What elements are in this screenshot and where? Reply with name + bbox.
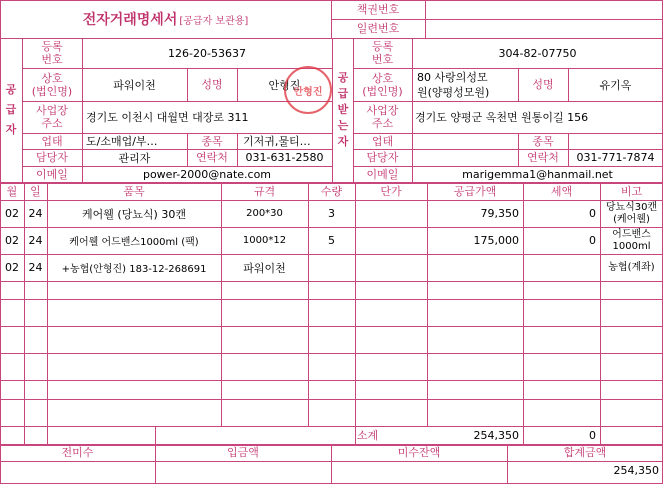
supplier-reg-number: 126-20-53637 [168,46,246,60]
document-title: 전자거래명세서 [82,12,178,28]
row-tax [523,254,596,281]
supplier-reg-label: 등록 번호 [41,40,63,66]
col-header-price: 단가 [380,184,402,198]
buyer-reg-number: 304-82-07750 [498,46,577,60]
row-qty: 3 [328,207,335,220]
buyer-bizitem [572,133,663,149]
book-number-label: 책권번호 [356,3,400,16]
row-note: 농협(계좌) [608,261,655,273]
footer-balance-label: 미수잔액 [397,446,441,459]
buyer-company-label: 상호 (법인명) [362,71,403,98]
supplier-address: 경기도 이천시 대월면 대장로 311 [86,111,249,124]
col-header-tax: 세액 [550,184,573,198]
col-header-spec: 규격 [253,184,276,198]
row-day: 24 [28,207,43,220]
row-qty: 5 [328,234,335,247]
supplier-bizitem-label: 종목 [201,134,223,148]
buyer-side-label: 공 급 받 는 자 [337,71,349,148]
footer-total-amount: 254,350 [613,463,659,477]
supplier-biztype: 도/소매업/부… [86,135,158,148]
supplier-manager-label: 담당자 [36,151,68,164]
row-item: +농협(안형진) 183-12-268691 [61,264,207,275]
buyer-biztype-label: 업태 [371,134,394,148]
col-header-amount: 공급가액 [453,184,497,198]
supplier-side-label: 공 급 자 [5,83,17,136]
row-note: 어드밴스 1000ml [612,228,651,252]
row-day: 24 [28,261,43,274]
row-price [355,227,423,254]
row-spec: 200*30 [246,208,283,219]
col-header-month: 월 [6,184,18,198]
col-header-note: 비고 [620,184,643,198]
row-tax: 0 [589,234,596,247]
supplier-contact: 031-631-2580 [245,151,324,164]
subtotal-tax: 0 [589,428,596,442]
row-price [355,200,423,227]
buyer-address: 경기도 양평군 옥천면 원통이길 156 [415,111,589,124]
footer-prev-unpaid-label: 전미수 [61,446,94,459]
row-tax: 0 [589,207,596,220]
supplier-email-label: 이메일 [36,167,68,181]
buyer-bizitem-label: 종목 [532,134,554,148]
supplier-address-label: 사업장 주소 [36,104,68,130]
row-spec: 파워이천 [243,261,286,275]
row-amount [427,254,519,281]
document-title-area [0,0,331,38]
supplier-company-label: 상호 (법인명) [31,71,73,98]
supplier-email: power-2000@nate.com [142,167,272,181]
supplier-contact-label: 연락처 [196,151,228,164]
footer-total-label: 합계금액 [563,446,607,459]
row-month: 02 [5,261,19,274]
buyer-manager-label: 담당자 [366,151,399,164]
supplier-bizitem: 기저귀,물티… [243,135,311,148]
buyer-representative: 유기옥 [599,78,632,92]
buyer-email-label: 이메일 [366,167,399,181]
row-spec: 1000*12 [242,235,287,246]
row-amount: 79,350 [480,207,519,220]
supplier-name-label: 성명 [201,78,223,91]
row-qty [308,254,355,281]
row-amount: 175,000 [473,234,519,247]
row-price [355,254,423,281]
stamp-text: 안형진 [293,86,323,98]
buyer-company-name: 80 사랑의성모 원(양평성모원) [417,71,490,99]
row-day: 24 [28,234,43,247]
row-month: 02 [5,207,19,220]
footer-deposit-label: 입금액 [227,446,259,459]
subtotal-amount: 254,350 [473,428,519,442]
buyer-reg-label: 등록 번호 [371,40,394,66]
row-note: 당뇨식30캔 (케어웰) [605,201,658,225]
col-header-item: 품목 [123,184,145,198]
buyer-contact: 031-771-7874 [576,151,655,164]
buyer-email: marigemma1@hanmail.net [462,167,613,181]
buyer-address-label: 사업장 주소 [366,104,399,130]
row-item: 케어웰 (당뇨식) 30캔 [82,207,186,221]
buyer-manager [412,149,518,166]
supplier-biztype-label: 업태 [41,134,63,148]
serial-number-label: 일련번호 [356,22,400,35]
subtotal-label: 소계 [356,428,379,442]
buyer-contact-label: 연락처 [527,151,559,164]
supplier-company-name: 파워이천 [113,78,156,92]
row-month: 02 [5,234,19,247]
buyer-name-label: 성명 [532,78,554,91]
col-header-qty: 수량 [320,184,343,198]
row-item: 케어웰 어드밴스1000ml (팩) [69,237,199,248]
document-subtitle: [공급자 보관용] [179,15,249,27]
supplier-manager: 관리자 [118,151,151,165]
col-header-day: 일 [30,184,41,198]
supplier-representative: 안형진 [268,78,301,92]
buyer-biztype [416,133,518,149]
